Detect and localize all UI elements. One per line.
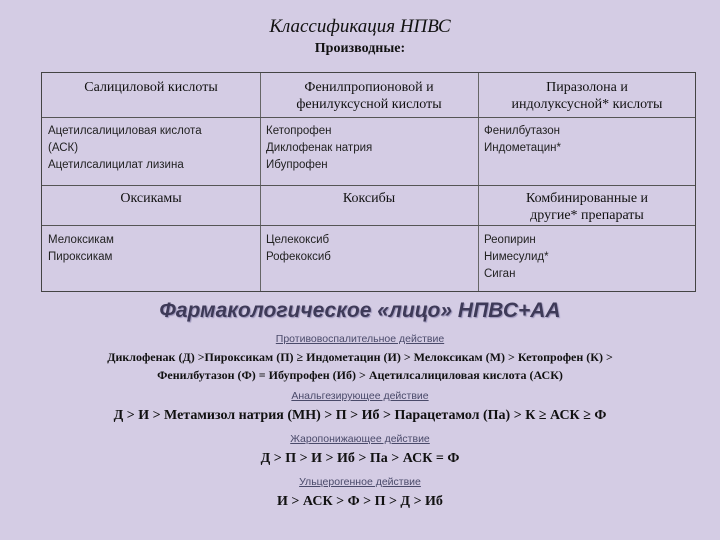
cell-salicylic-drugs	[48, 123, 202, 174]
cell-oxicam-drugs	[48, 232, 114, 266]
cell-coxib-drugs	[266, 232, 331, 266]
drug-name: Целекоксиб	[266, 234, 330, 246]
ranking-analgesic: Д > И > Метамизол натрия (МН) > П > Иб > Парацетамол (Па) > К ≥ АСК ≥ Ф	[113, 408, 607, 423]
section-heading-antipyretic: Жаропонижающее действие	[290, 433, 430, 445]
header-line: Пиразолона и	[546, 80, 628, 95]
section-heading-analgesic: Анальгезирующее действие	[291, 390, 429, 402]
cell-combined-drugs	[484, 232, 549, 283]
slide-subtitle: Производные:	[314, 41, 406, 56]
drug-name: Рофекоксиб	[266, 251, 331, 263]
drug-name: (АСК)	[48, 142, 79, 154]
row-divider	[42, 185, 695, 186]
drug-name: Фенилбутазон	[484, 125, 561, 137]
pharmacological-profile-title: Фармакологическое «лицо» НПВС+АА	[159, 299, 561, 322]
drug-name: Диклофенак натрия	[266, 142, 373, 154]
drug-name: Ибупрофен	[266, 159, 328, 171]
ranking-antiinflammatory-line1: Диклофенак (Д) >Пироксикам (П) ≥ Индометацин (И) > Мелоксикам (М) > Кетопрофен (К) >	[107, 350, 613, 364]
section-heading-antiinflammatory: Противовоспалительное действие	[275, 333, 445, 345]
section-heading-ulcerogenic: Ульцерогенное действие	[299, 476, 421, 488]
header-line: индолуксусной* кислоты	[511, 97, 663, 112]
header-line: Фенилпропионовой и	[304, 80, 434, 95]
drug-name: Пироксикам	[48, 251, 113, 263]
drug-name: Сиган	[484, 268, 516, 280]
header-line: фенилуксусной кислоты	[296, 97, 442, 112]
classification-table	[41, 72, 696, 292]
drug-name: Индометацин*	[484, 142, 562, 154]
ranking-antipyretic: Д > П > И > Иб > Па > АСК = Ф	[260, 451, 460, 466]
drug-name: Кетопрофен	[266, 125, 332, 137]
header-line: Оксикамы	[120, 191, 182, 206]
cell-pyrazolone-drugs	[484, 123, 561, 157]
drug-name: Мелоксикам	[48, 234, 114, 246]
header-line: Комбинированные и	[525, 191, 649, 206]
header-phenylpropionic	[260, 79, 478, 113]
cell-phenylpropionic-drugs	[266, 123, 372, 174]
drug-name: Ацетилсалицилат лизина	[48, 159, 184, 171]
header-line: Коксибы	[342, 191, 396, 206]
header-line: другие* препараты	[530, 208, 644, 223]
drug-name: Ацетилсалициловая кислота	[48, 125, 202, 137]
header-salicylic	[42, 79, 260, 96]
drug-name: Реопирин	[484, 234, 536, 246]
header-coxibs	[260, 190, 478, 207]
slide-title: Классификация НПВС	[269, 16, 451, 37]
header-combined	[478, 190, 696, 224]
row-divider	[42, 117, 695, 118]
drug-name: Нимесулид*	[484, 251, 549, 263]
header-pyrazolone	[478, 79, 696, 113]
ranking-ulcerogenic: И > АСК > Ф > П > Д > Иб	[277, 494, 443, 509]
header-oxicams	[42, 190, 260, 207]
row-divider	[42, 225, 695, 226]
header-line: Салициловой кислоты	[84, 80, 218, 95]
ranking-antiinflammatory-line2: Фенилбутазон (Ф) = Ибупрофен (Иб) > Ацетилсалициловая кислота (АСК)	[157, 368, 563, 382]
